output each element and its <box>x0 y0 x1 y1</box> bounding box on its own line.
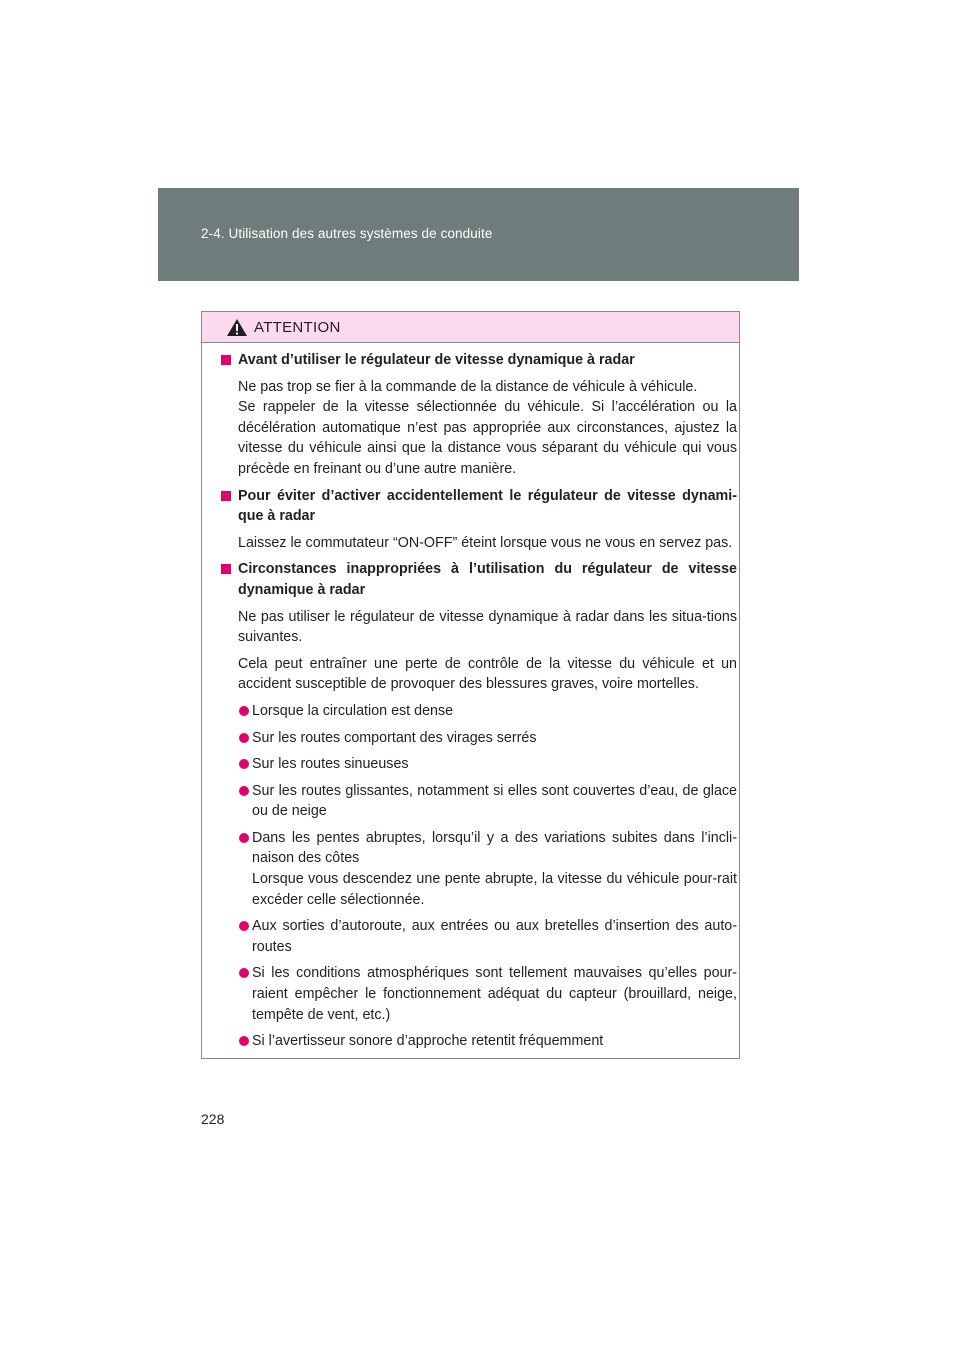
round-bullet-icon <box>239 833 249 843</box>
list-item-continuation: Lorsque vous descendez une pente abrupte, la vitesse du véhicule pour-rait excéder celle sélectionnée. <box>252 871 737 908</box>
list-item: Sur les routes glissantes, notamment si elles sont couvertes d’eau, de glace ou de neige <box>220 781 737 822</box>
list-item: Sur les routes sinueuses <box>220 754 737 775</box>
round-bullet-icon <box>239 759 249 769</box>
page-number: 228 <box>201 1111 225 1127</box>
round-bullet-icon <box>239 706 249 716</box>
square-bullet-icon <box>221 355 231 365</box>
list-item: Dans les pentes abruptes, lorsqu’il y a des variations subites dans l’incli-naison des côtes Lorsque vous descendez une pente abrupte, la vitesse du véhicule pour-rait excéder celle sélectionnée. <box>220 828 737 910</box>
round-bullet-icon <box>239 786 249 796</box>
paragraph: Ne pas trop se fier à la commande de la distance de véhicule à véhicule. <box>238 378 698 395</box>
item-title: Circonstances inappropriées à l’utilisation du régulateur de vitesse dynamique à radar <box>220 559 737 600</box>
list-item: Aux sorties d’autoroute, aux entrées ou aux bretelles d’insertion des auto-routes <box>220 916 737 957</box>
list-item: Si l’avertisseur sonore d’approche retentit fréquemment <box>220 1031 737 1052</box>
paragraph: Ne pas utiliser le régulateur de vitesse dynamique à radar dans les situa-tions suivantes. <box>238 608 737 646</box>
paragraph: Cela peut entraîner une perte de contrôle de la vitesse du véhicule et un accident susceptible de provoquer des blessures graves, voire mortelles. <box>238 655 737 693</box>
item-title: Pour éviter d’activer accidentellement le régulateur de vitesse dynami-que à radar <box>220 486 737 527</box>
item-title: Avant d’utiliser le régulateur de vitesse dynamique à radar <box>220 350 737 371</box>
paragraph: Laissez le commutateur “ON-OFF” éteint lorsque vous ne vous en servez pas. <box>238 534 733 551</box>
list-item: Sur les routes comportant des virages serrés <box>220 728 737 749</box>
attention-content <box>220 350 737 1052</box>
square-bullet-icon <box>221 564 231 574</box>
list-item: Lorsque la circulation est dense <box>220 701 737 722</box>
attention-box <box>201 311 740 1059</box>
round-bullet-icon <box>239 968 249 978</box>
round-bullet-icon <box>239 733 249 743</box>
attention-header <box>202 312 739 343</box>
section-label: 2-4. Utilisation des autres systèmes de conduite <box>201 226 493 241</box>
attention-title: ATTENTION <box>254 319 341 336</box>
round-bullet-icon <box>239 1036 249 1046</box>
warning-triangle-icon <box>226 318 248 337</box>
round-bullet-icon <box>239 921 249 931</box>
list-item: Si les conditions atmosphériques sont tellement mauvaises qu’elles pour-raient empêcher le fonctionnement adéquat du capteur (brouillard, neige, tempête de vent, etc.) <box>220 963 737 1025</box>
square-bullet-icon <box>221 491 231 501</box>
paragraph: Se rappeler de la vitesse sélectionnée du véhicule. Si l’accélération ou la décélération automatique n’est pas appropriée aux circonstances, ajustez la vitesse du véhicule ainsi que la distance vous séparant du véhicule qui vous précède en freinant ou d’une autre manière. <box>238 399 737 477</box>
section-header-band <box>158 188 799 281</box>
